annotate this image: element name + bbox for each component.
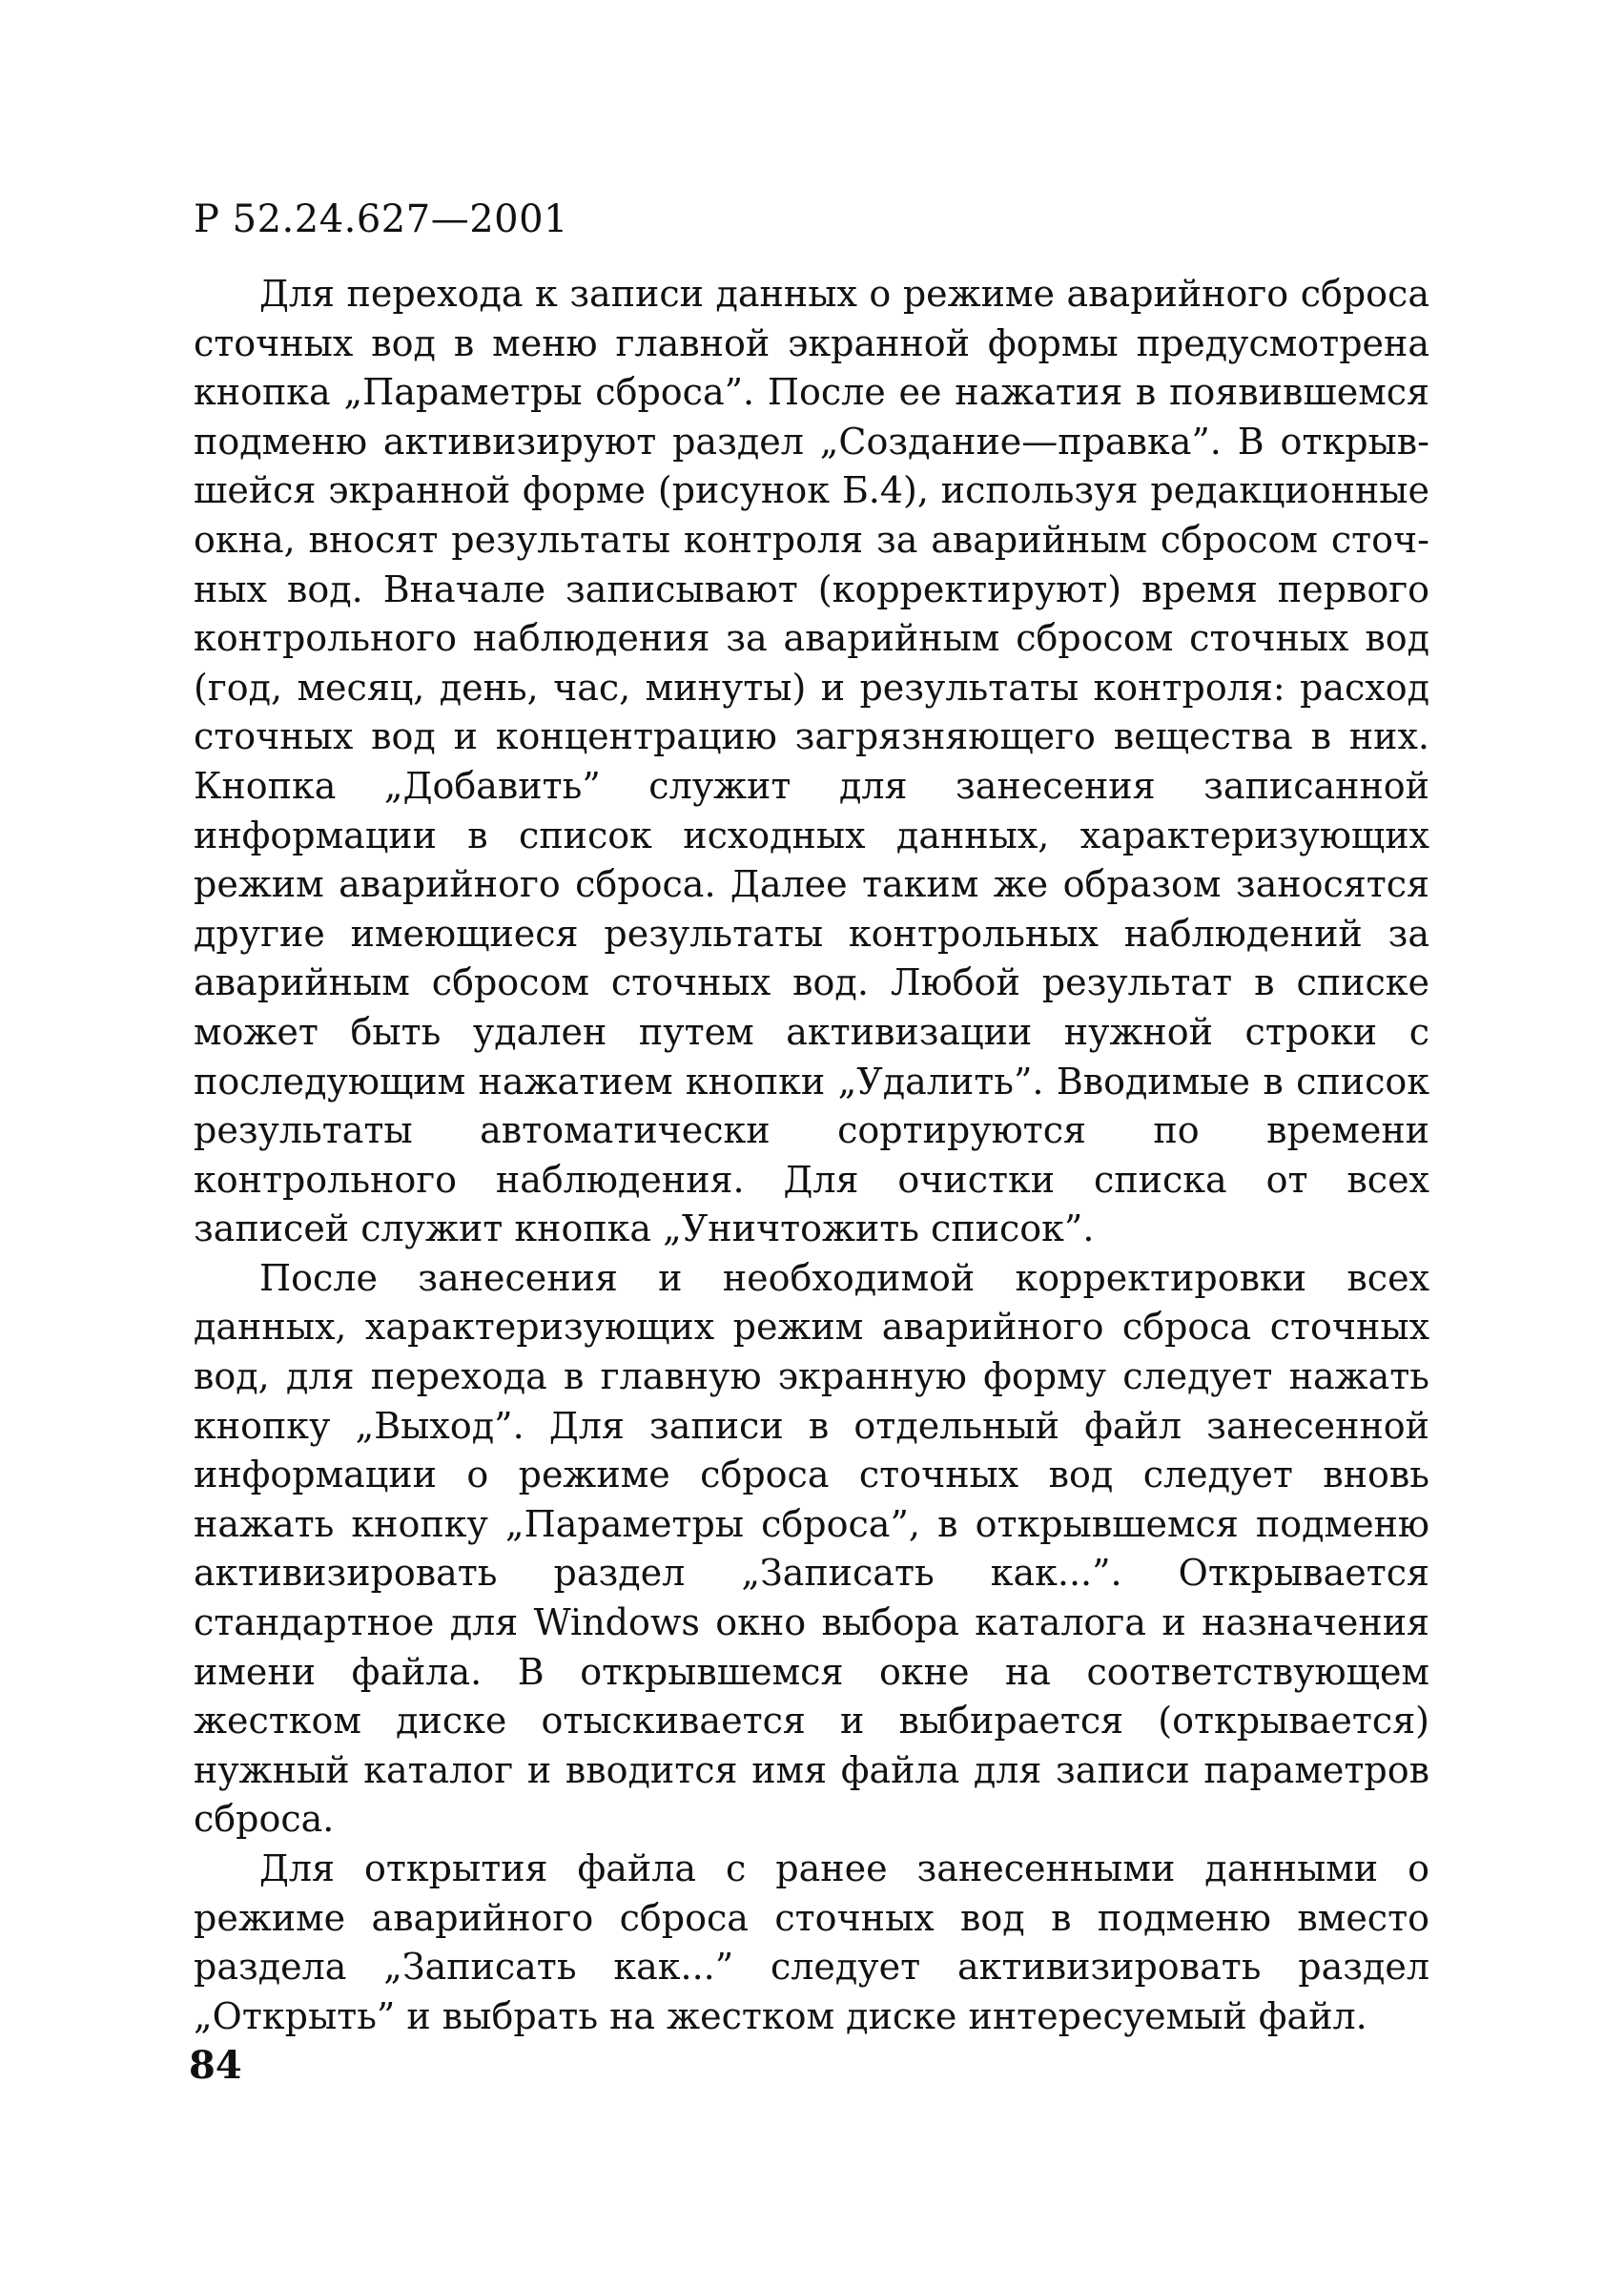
document-code-header: Р 52.24.627—2001 [194, 197, 568, 241]
page-number: 84 [189, 2043, 242, 2088]
paragraph-1: Для перехода к записи данных о режиме аварийного сброса сточных вод в меню главной экранной формы предусмотрена кнопка „Параметры сброса”. После ее нажатия в появившемся подменю активизируют раздел „Создание—правка”. В открывшейся экранной форме (рисунок Б.4), используя редакционные окна, вносят результаты контроля за аварийным сбросом сточных вод. Вначале записывают (корректируют) время первого контрольного наблюдения за аварийным сбросом сточных вод (год, месяц, день, час, минуты) и результаты контроля: расход сточных вод и концентрацию загрязняющего вещества в них. Кнопка „Добавить” служит для занесения записанной информации в список исходных данных, характеризующих режим аварийного сброса. Далее таким же образом заносятся другие имеющиеся результаты контрольных наблюдений за аварийным сбросом сточных вод. Любой результат в списке может быть удален путем активизации нужной строки с последующим нажатием кнопки „Удалить”. Вводимые в список результаты автоматически сортируются по времени контрольного наблюдения. Для очистки списка от всех записей служит кнопка „Уничтожить список”. [194, 273, 1429, 1250]
paragraph-2: После занесения и необходимой корректировки всех данных, характеризующих режим аварийного сброса сточных вод, для перехода в главную экранную форму следует нажать кнопку „Выход”. Для записи в отдельный файл занесенной информации о режиме сброса сточных вод следует вновь нажать кнопку „Параметры сброса”, в открывшемся подменю активизировать раздел „Записать как...”. Открывается стандартное для Windows окно выбора каталога и назначения имени файла. В открывшемся окне на соответствующем жестком диске отыскивается и выбирается (открывается) нужный каталог и вводится имя файла для записи параметров сброса. [194, 1256, 1429, 1841]
body-text [194, 270, 1429, 2041]
paragraph-3: Для открытия файла с ранее занесенными данными о режиме аварийного сброса сточных вод в подменю вместо раздела „Записать как...” следует активизировать раздел „Открыть” и выбрать на жестком диске интересуемый файл. [194, 1847, 1429, 2037]
